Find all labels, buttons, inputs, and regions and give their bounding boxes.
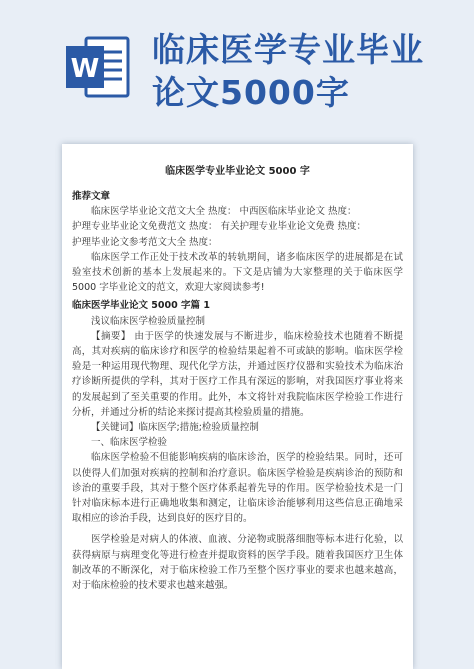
document-content [72,162,403,593]
recommended-line-3: 护理毕业论文参考范文大全 热度： [72,236,218,248]
word-document-icon [62,32,132,102]
body-paragraph-1: 临床医学检验不但能影响疾病的临床诊治，医学的检验结果。同时，还可以使得人们加强对疾病的控制和治疗意识。临床医学检验是疾病诊治的预防和诊治的重要手段，其对于整个医疗体系起着先导的作用。医学检验技术是一门针对临床标本进行正确地收集和测定，让临床诊治能够利用这些信息正确地采取相应的诊治手段，达到良好的医疗目的。 [72,452,403,525]
document-title: 临床医学专业毕业论文 5000 字 [165,166,310,177]
recommended-heading: 推荐文章 [72,191,111,202]
page-title: 临床医学专业毕业论文5000字 [152,30,424,112]
section-heading: 一、临床医学检验 [91,437,168,449]
keywords-line: 【关键词】临床医学;措施;检验质量控制 [91,422,259,434]
page-header [0,0,474,150]
article-heading: 临床医学毕业论文 5000 字篇 1 [72,300,210,312]
article-subtitle: 浅议临床医学检验质量控制 [91,315,206,327]
abstract-paragraph: 【摘要】 由于医学的快速发展与不断进步，临床检验技术也随着不断提高，其对疾病的临床诊疗和医学的检验结果起着不可或缺的影响。临床医学检验是一种运用现代物理、现代化学方法，并通过医疗仪器和实验技术为临床治疗诊断所提供的学科，其对于医疗工作具有深远的影响，对我国医疗事业将来的发展起到了至关重要的作用。此外，本文将针对我院临床医学检验工作进行分析，并通过分析的结论来探讨提高其检验质量的措施。 [72,330,403,418]
svg-text:W: W [70,54,100,84]
document-page [62,144,413,669]
intro-paragraph: 临床医学工作正处于技术改革的转轨期间，诸多临床医学的进展都是在试验室技术创新的基本上发展起来的。下文是店铺为大家整理的关于临床医学 5000 字毕业论文的范文，欢迎大家阅读参考! [72,251,403,294]
body-paragraph-2: 医学检验是对病人的体液、血液、分泌物或脱落细胞等标本进行化验，以获得病原与病理变化等进行检查并提取资料的医学手段。随着我国医疗卫生体制改革的不断深化，对于临床检验工作乃至整个医疗事业的要求也越来越高，对于临床检验的技术要求也越来越强。 [72,534,403,592]
recommended-line-2: 护理专业毕业论文免费范文 热度： 有关护理专业毕业论文免费 热度： [72,221,367,233]
recommended-line-1: 临床医学毕业论文范文大全 热度： 中西医临床毕业论文 热度： [91,206,357,218]
